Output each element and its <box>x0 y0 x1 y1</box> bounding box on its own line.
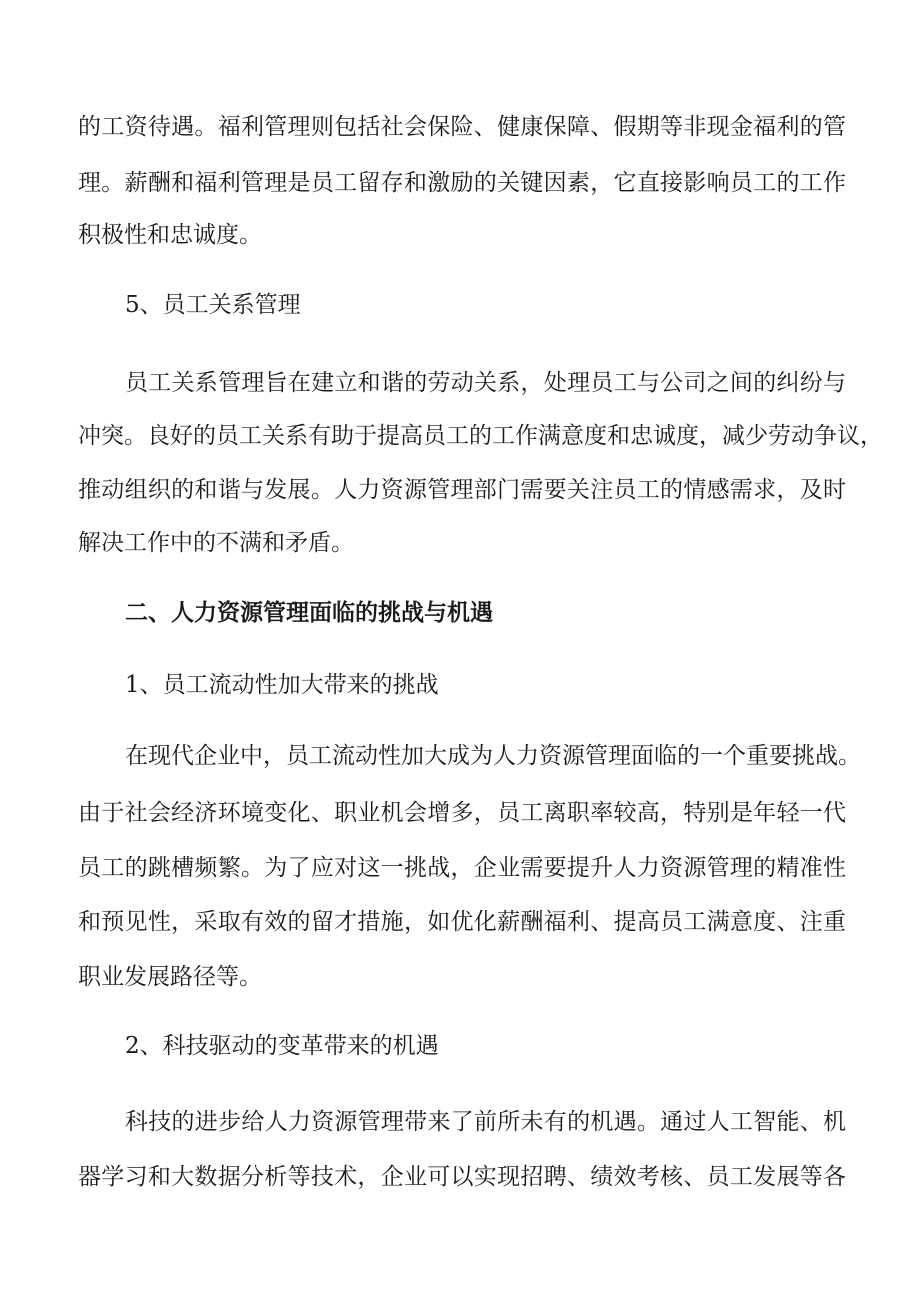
paragraph-line: 器学习和大数据分析等技术，企业可以实现招聘、绩效考核、员工发展等各 <box>78 1164 846 1190</box>
paragraph-line: 在现代企业中，员工流动性加大成为人力资源管理面临的一个重要挑战。 <box>125 743 861 769</box>
paragraph-line: 冲突。良好的员工关系有助于提高员工的工作满意度和忠诚度，减少劳动争议， <box>78 423 883 449</box>
paragraph-line: 解决工作中的不满和矛盾。 <box>78 530 354 556</box>
paragraph-line: 的工资待遇。福利管理则包括社会保险、健康保障、假期等非现金福利的管 <box>78 114 846 140</box>
subheading-turnover: 1、员工流动性加大带来的挑战 <box>125 672 439 698</box>
paragraph-line: 职业发展路径等。 <box>78 964 262 990</box>
paragraph-line: 员工关系管理旨在建立和谐的劳动关系，处理员工与公司之间的纠纷与 <box>125 370 846 396</box>
subheading-technology: 2、科技驱动的变革带来的机遇 <box>125 1033 439 1059</box>
paragraph-line: 理。薪酬和福利管理是员工留存和激励的关键因素，它直接影响员工的工作 <box>78 170 846 196</box>
paragraph-line: 员工的跳槽频繁。为了应对这一挑战，企业需要提升人力资源管理的精准性 <box>78 855 846 881</box>
paragraph-line: 和预见性，采取有效的留才措施，如优化薪酬福利、提高员工满意度、注重 <box>78 909 846 935</box>
subheading-employee-relations: 5、员工关系管理 <box>125 292 301 318</box>
paragraph-line: 由于社会经济环境变化、职业机会增多，员工离职率较高，特别是年轻一代 <box>78 800 846 826</box>
paragraph-line: 积极性和忠诚度。 <box>78 222 262 248</box>
section-heading: 二、人力资源管理面临的挑战与机遇 <box>125 599 493 626</box>
paragraph-line: 推动组织的和谐与发展。人力资源管理部门需要关注员工的情感需求，及时 <box>78 477 846 503</box>
paragraph-line: 科技的进步给人力资源管理带来了前所未有的机遇。通过人工智能、机 <box>125 1109 846 1135</box>
